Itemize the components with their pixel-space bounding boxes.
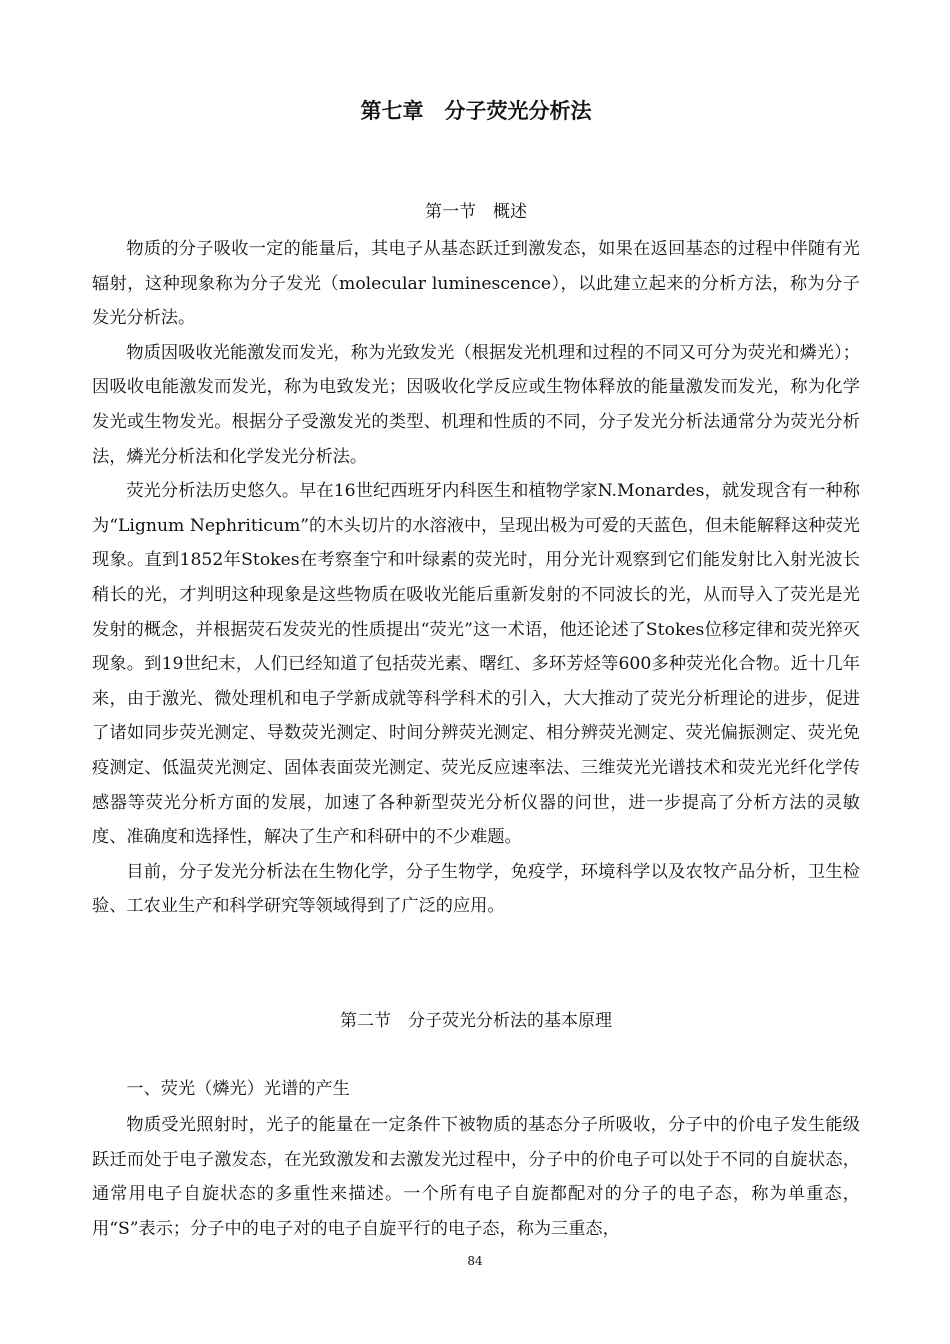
- paragraph: 物质因吸收光能激发而发光，称为光致发光（根据发光机理和过程的不同又可分为荧光和燐光）；因吸收电能激发而发光，称为电致发光；因吸收化学反应或生物体释放的能量激发而发光，称为化学发光或生物发光。根据分子受激发光的类型、机理和性质的不同，分子发光分析法通常分为荧光分析法，燐光分析法和化学发光分析法。: [92, 342, 860, 467]
- chapter-title: 第七章 分子荧光分析法: [360, 99, 592, 123]
- paragraph: 物质的分子吸收一定的能量后，其电子从基态跃迁到激发态，如果在返回基态的过程中伴随有光辐射，这种现象称为分子发光（molecular luminescence），以此建立起来的分析方法，称为分子发光分析法。: [92, 239, 860, 329]
- section-title-overview: 第一节 概述: [425, 202, 527, 222]
- paragraph: 物质受光照射时，光子的能量在一定条件下被物质的基态分子所吸收，分子中的价电子发生能级跃迁而处于电子激发态，在光致激发和去激发光过程中，分子中的价电子可以处于不同的自旋状态，通常用电子自旋状态的多重性来描述。一个所有电子自旋都配对的分子的电子态，称为单重态，用“S”表示；分子中的电子对的电子自旋平行的电子态，称为三重态，: [92, 1115, 860, 1239]
- subsection-heading: 一、荧光（燐光）光谱的产生: [126, 1079, 350, 1099]
- page-number: 84: [467, 1254, 483, 1268]
- paragraph: 目前，分子发光分析法在生物化学，分子生物学，免疫学，环境科学以及农牧产品分析，卫生检验、工农业生产和科学研究等领域得到了广泛的应用。: [92, 861, 860, 917]
- paragraph: 荧光分析法历史悠久。早在16世纪西班牙内科医生和植物学家N.Monardes，就发现含有一种称为“Lignum Nephriticum”的木头切片的水溶液中，呈现出极为可爱的天蓝色，但未能解释这种荧光现象。直到1852年Stokes在考察奎宁和叶绿素的荧光时，用分光计观察到它们能发射比入射光波长稍长的光，才判明这种现象是这些物质在吸收光能后重新发射的不同波长的光，从而导入了荧光是光发射的概念，并根据荧石发荧光的性质提出“荧光”这一术语，他还论述了Stokes位移定律和荧光猝灭现象。到19世纪末，人们已经知道了包括荧光素、曙红、多环芳烃等600多种荧光化合物。近十几年来，由于激光、微处理机和电子学新成就等科学科术的引入，大大推动了荧光分析理论的进步，促进了诸如同步荧光测定、导数荧光测定、时间分辨荧光测定、相分辨荧光测定、荧光偏振测定、荧光免疫测定、低温荧光测定、固体表面荧光测定、荧光反应速率法、三维荧光光谱技术和荧光光纤化学传感器等荧光分析方面的发展，加速了各种新型荧光分析仪器的问世，进一步提高了分析方法的灵敏度、准确度和选择性，解决了生产和科研中的不少难题。: [92, 481, 860, 848]
- section-overview-body: [92, 232, 860, 924]
- section-principles-body: [92, 1074, 860, 1246]
- section-title-principles: 第二节 分子荧光分析法的基本原理: [340, 1011, 612, 1031]
